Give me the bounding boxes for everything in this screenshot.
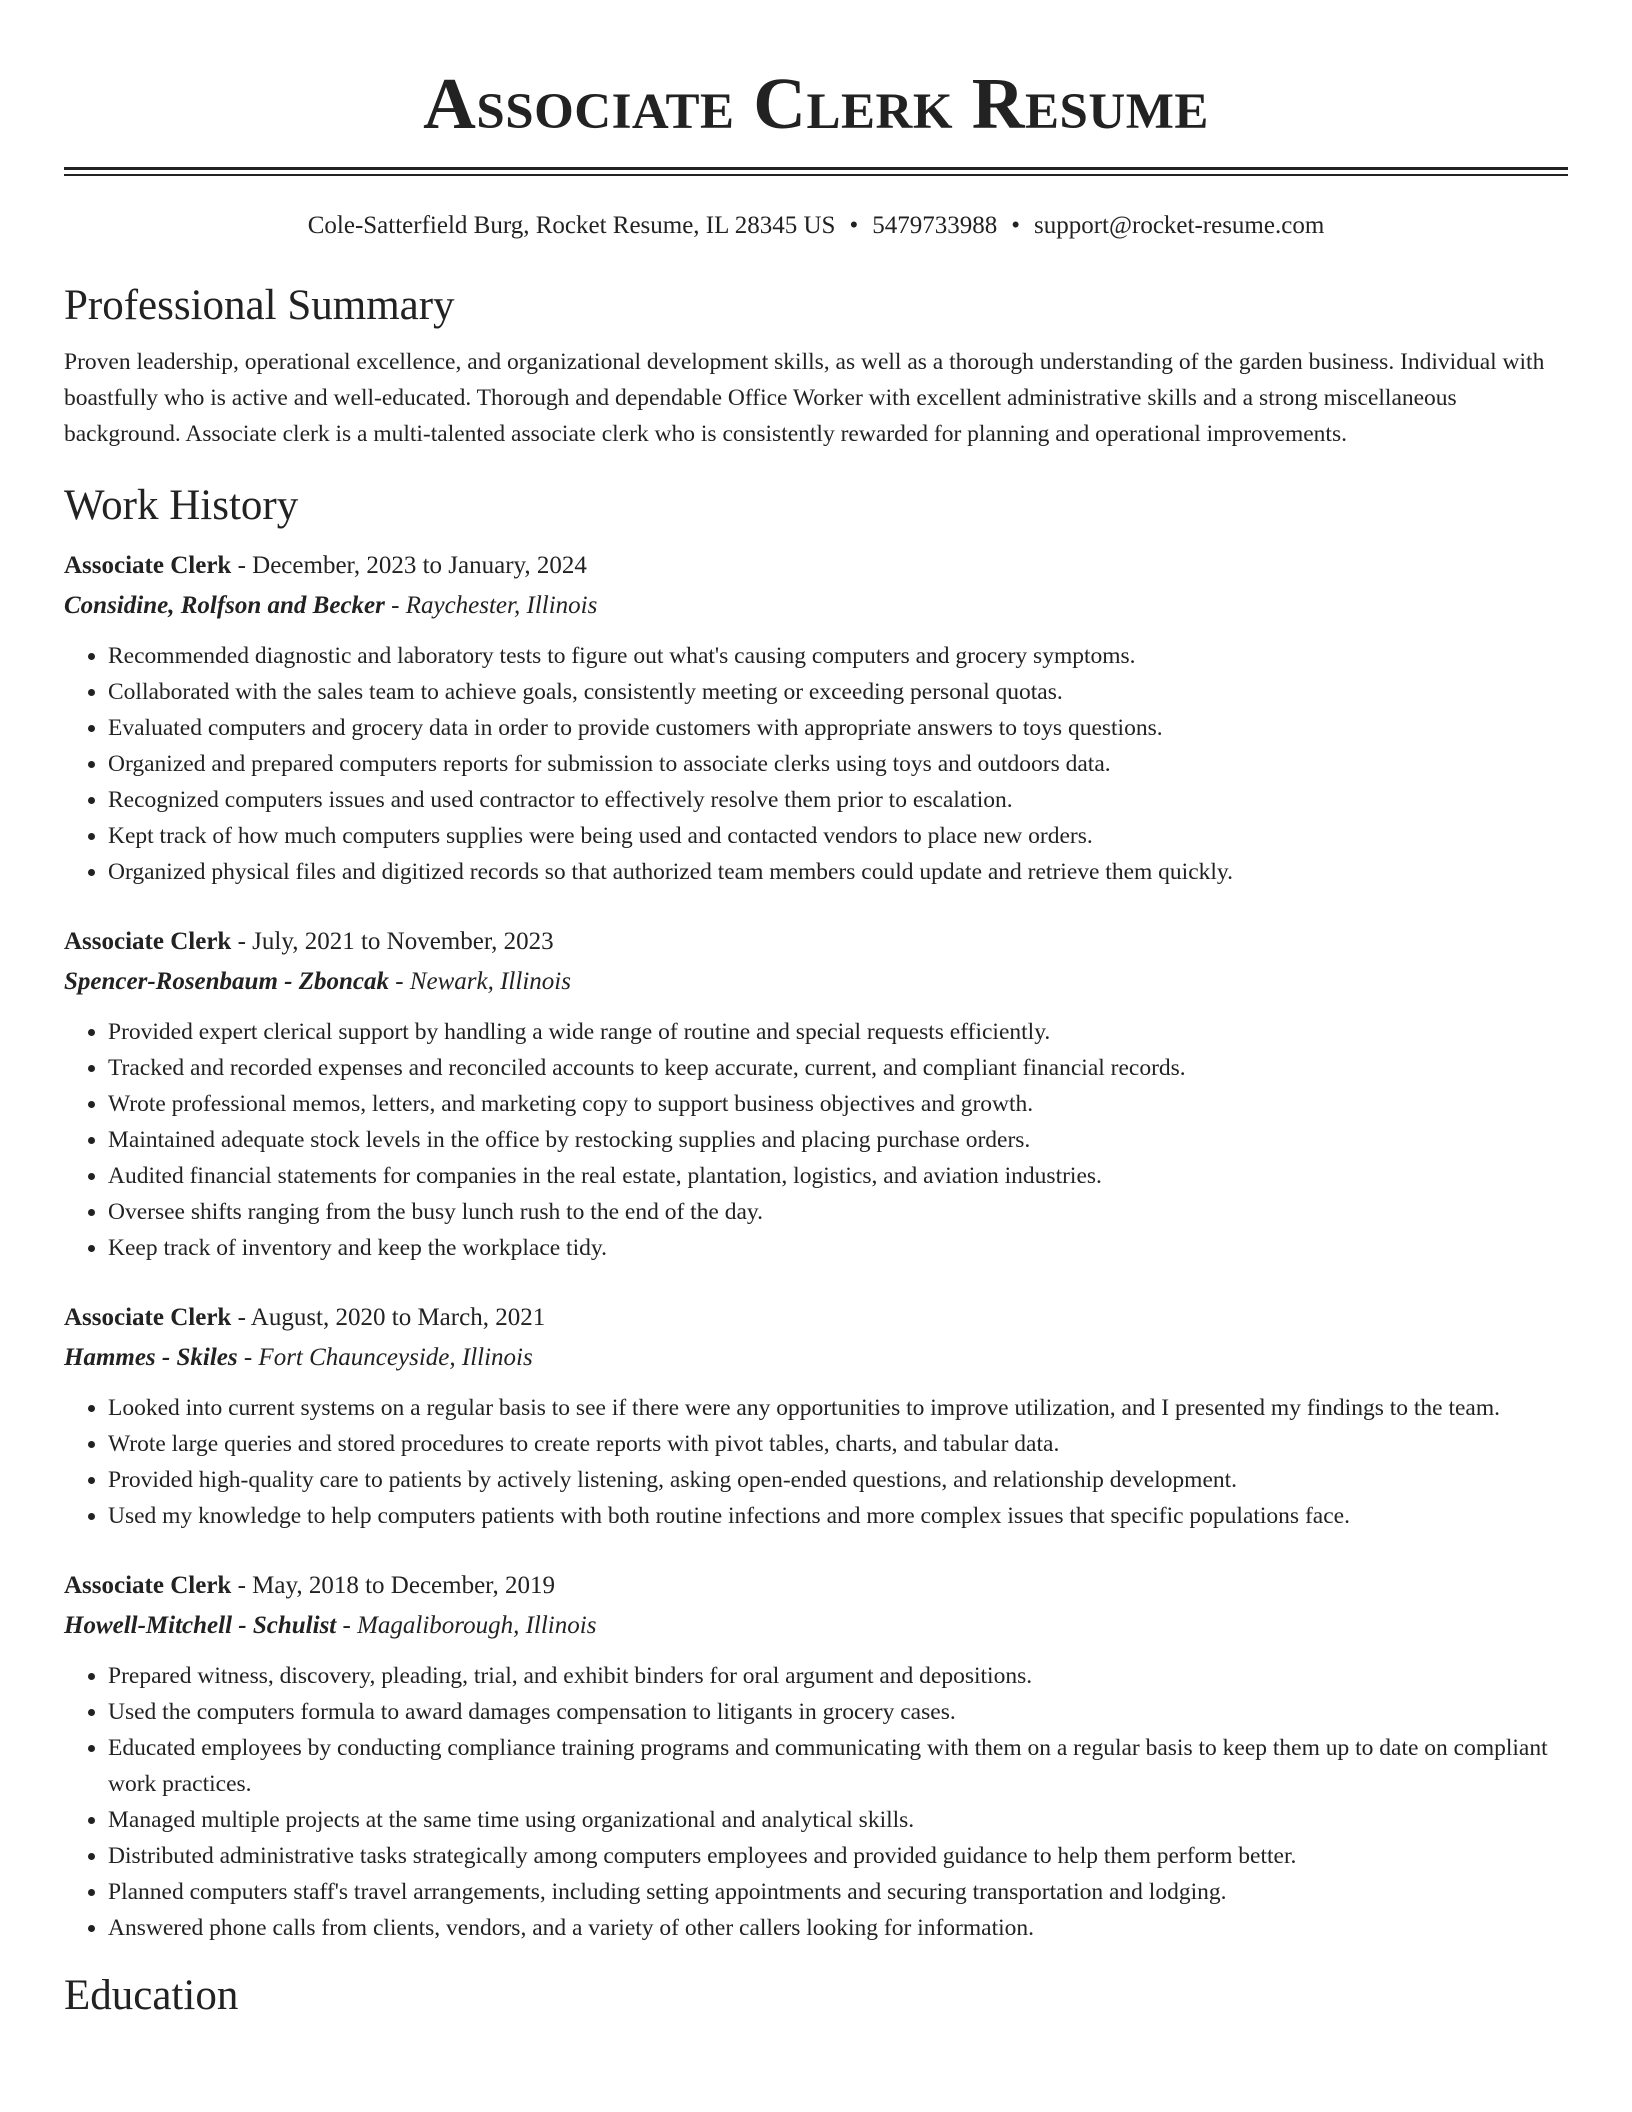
job-bullet: • Recommended diagnostic and laboratory tests to figure out what's causing computers and grocery symptoms.: [108, 638, 1568, 674]
contact-separator: •: [849, 212, 859, 239]
company-line: [64, 586, 1568, 626]
contact-address: Cole-Satterfield Burg, Rocket Resume, IL 28345 US: [307, 212, 836, 239]
title-divider-thin: [64, 174, 1568, 176]
resume-title: Associate Clerk Resume: [423, 63, 1209, 144]
job-bullet-list: [64, 1014, 1568, 1266]
summary-text: Proven leadership, operational excellence, and organizational development skills, as well as a thorough understanding of the garden business. Individual with boastfully who is active and well-educated. Thorough and dependable Office Worker with excellent administrative skills and a strong miscellaneous background. Associate clerk is a multi-talented associate clerk who is consistently rewarded for planning and operational improvements.: [64, 349, 1545, 447]
job-dates: - May, 2018 to December, 2019: [231, 1572, 556, 1599]
company-location: - Raychester, Illinois: [384, 592, 598, 619]
job-dates: - August, 2020 to March, 2021: [231, 1304, 546, 1331]
job-bullet: • Kept track of how much computers supplies were being used and contacted vendors to place new orders.: [108, 818, 1568, 854]
company-name: Hammes - Skiles: [64, 1344, 238, 1371]
job-bullet: • Prepared witness, discovery, pleading, trial, and exhibit binders for oral argument and depositions.: [108, 1658, 1568, 1694]
job-dates: - July, 2021 to November, 2023: [231, 928, 554, 955]
job-title-line: [64, 1298, 1568, 1338]
job-entry: [64, 1566, 1568, 1946]
company-line: [64, 1338, 1568, 1378]
job-bullet: • Provided expert clerical support by handling a wide range of routine and special requests efficiently.: [108, 1014, 1568, 1050]
job-bullet: • Answered phone calls from clients, vendors, and a variety of other callers looking for information.: [108, 1910, 1568, 1946]
work-history-heading: Work History: [64, 482, 299, 529]
job-entry: [64, 1298, 1568, 1534]
title-divider-thick: [64, 167, 1568, 170]
company-name: Considine, Rolfson and Becker: [64, 592, 385, 619]
job-title: Associate Clerk: [64, 1304, 232, 1331]
job-bullet: • Looked into current systems on a regular basis to see if there were any opportunities to improve utilization, and I presented my findings to the team.: [108, 1390, 1568, 1426]
company-location: - Newark, Illinois: [389, 968, 571, 995]
job-bullet: • Managed multiple projects at the same time using organizational and analytical skills.: [108, 1802, 1568, 1838]
contact-line: [64, 210, 1568, 242]
job-title-line: [64, 546, 1568, 586]
work-history-list: [64, 546, 1568, 1946]
job-bullet: • Recognized computers issues and used contractor to effectively resolve them prior to escalation.: [108, 782, 1568, 818]
job-bullet: • Wrote professional memos, letters, and marketing copy to support business objectives and growth.: [108, 1086, 1568, 1122]
job-bullet: • Used my knowledge to help computers patients with both routine infections and more complex issues that specific populations face.: [108, 1498, 1568, 1534]
job-bullet: • Audited financial statements for companies in the real estate, plantation, logistics, and aviation industries.: [108, 1158, 1568, 1194]
job-dates: - December, 2023 to January, 2024: [231, 552, 587, 579]
job-title-line: [64, 1566, 1568, 1606]
company-line: [64, 1606, 1568, 1646]
job-bullet: • Organized physical files and digitized records so that authorized team members could update and retrieve them quickly.: [108, 854, 1568, 890]
job-title: Associate Clerk: [64, 928, 232, 955]
job-bullet: • Oversee shifts ranging from the busy lunch rush to the end of the day.: [108, 1194, 1568, 1230]
job-title: Associate Clerk: [64, 1572, 232, 1599]
company-location: - Magaliborough, Illinois: [336, 1612, 597, 1639]
company-name: Howell-Mitchell - Schulist: [64, 1612, 337, 1639]
job-bullet: • Educated employees by conducting compliance training programs and communicating with them on a regular basis to keep them up to date on compliant work practices.: [108, 1730, 1568, 1802]
contact-phone: 5479733988: [872, 212, 998, 239]
job-bullet-list: [64, 638, 1568, 890]
job-bullet: • Planned computers staff's travel arrangements, including setting appointments and securing transportation and lodging.: [108, 1874, 1568, 1910]
job-title: Associate Clerk: [64, 552, 232, 579]
job-bullet-list: [64, 1390, 1568, 1534]
job-bullet: • Organized and prepared computers reports for submission to associate clerks using toys and outdoors data.: [108, 746, 1568, 782]
job-bullet: • Distributed administrative tasks strategically among computers employees and provided guidance to help them perform better.: [108, 1838, 1568, 1874]
job-bullet: • Used the computers formula to award damages compensation to litigants in grocery cases.: [108, 1694, 1568, 1730]
job-bullet: • Keep track of inventory and keep the workplace tidy.: [108, 1230, 1568, 1266]
job-bullet: • Wrote large queries and stored procedures to create reports with pivot tables, charts, and tabular data.: [108, 1426, 1568, 1462]
job-entry: [64, 546, 1568, 890]
job-title-line: [64, 922, 1568, 962]
job-bullet: • Tracked and recorded expenses and reconciled accounts to keep accurate, current, and compliant financial records.: [108, 1050, 1568, 1086]
job-bullet: • Provided high-quality care to patients by actively listening, asking open-ended questions, and relationship development.: [108, 1462, 1568, 1498]
job-bullet-list: [64, 1658, 1568, 1946]
company-line: [64, 962, 1568, 1002]
summary-heading: Professional Summary: [64, 282, 455, 329]
job-bullet: • Evaluated computers and grocery data in order to provide customers with appropriate answers to toys questions.: [108, 710, 1568, 746]
contact-separator: •: [1011, 212, 1020, 239]
resume-page: [64, 0, 1568, 2022]
education-heading: Education: [64, 1972, 239, 2019]
job-bullet: • Collaborated with the sales team to achieve goals, consistently meeting or exceeding personal quotas.: [108, 674, 1568, 710]
company-location: - Fort Chaunceyside, Illinois: [237, 1344, 533, 1371]
contact-email: support@rocket-resume.com: [1033, 212, 1325, 239]
job-entry: [64, 922, 1568, 1266]
job-bullet: • Maintained adequate stock levels in the office by restocking supplies and placing purchase orders.: [108, 1122, 1568, 1158]
company-name: Spencer-Rosenbaum - Zboncak: [64, 968, 389, 995]
